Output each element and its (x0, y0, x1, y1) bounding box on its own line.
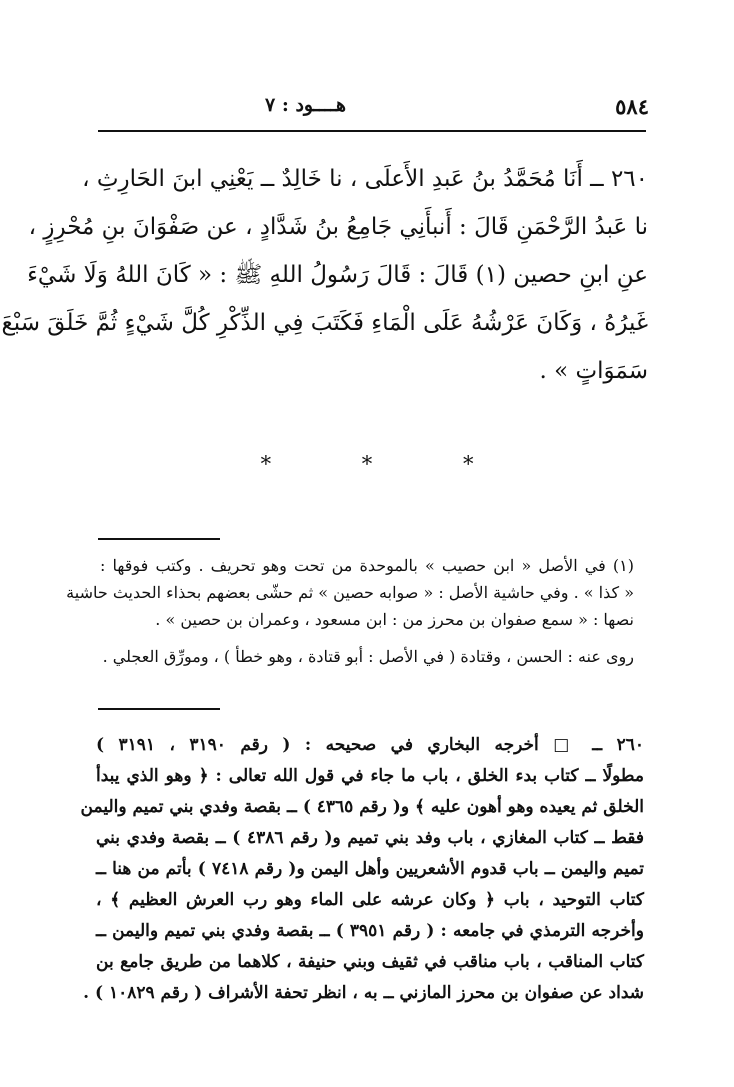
takhrij-line: تميم واليمن ــ باب قدوم الأشعريين وأهل اليمن و( رقم ٧٤١٨ ) بأتم من هنا ــ (96, 859, 645, 879)
footnote-line: نصها : « سمع صفوان بن محرز من : ابن مسعود ، وعمران بن حصين » . (155, 610, 634, 629)
takhrij-line: وأخرجه الترمذي في جامعه : ( رقم ٣٩٥١ ) ــ بقصة وفدي بني تميم واليمن ــ (96, 921, 644, 941)
hadith-line: غَيرُهُ ، وَكَانَ عَرْشُهُ عَلَى الْمَاءِ فَكَتَبَ فِي الذِّكْرِ كُلَّ شَيْءٍ ثُمَّ خَلَقَ سَبْعَ (1, 310, 648, 336)
hadith-line: نا عَبدُ الرَّحْمَنِ قَالَ : أَنبأَنِي جَامِعُ بنُ شَدَّادٍ ، عن صَفْوَانَ بنِ مُحْرِزٍ ، (28, 214, 648, 240)
hadith-line: ٢٦٠ ــ أَنَا مُحَمَّدُ بنُ عَبدِ الأَعلَى ، نا خَالِدٌ ــ يَعْنِي ابنَ الحَارِثِ ، (82, 166, 648, 192)
header-rule (98, 130, 646, 132)
takhrij-line: مطولًا ــ كتاب بدء الخلق ، باب ما جاء في قول الله تعالى : ﴿ وهو الذي يبدأ (96, 766, 644, 786)
takhrij-line: كتاب المناقب ، باب مناقب في ثقيف وبني حنيفة ، كلاهما من طريق جامع بن (96, 952, 644, 972)
asterisk: * (361, 452, 401, 476)
footnote-line: روى عنه : الحسن ، وقتادة ( في الأصل : أبو قتادة ، وهو خطأ ) ، ومورِّق العجلي . (102, 647, 634, 666)
page-number: ٥٨٤ (615, 94, 649, 119)
takhrij-line: فقط ــ كتاب المغازي ، باب وفد بني تميم و( رقم ٤٣٨٦ ) ــ بقصة وفدي بني (96, 828, 644, 848)
running-title: هــــود : ٧ (265, 94, 347, 116)
takhrij-line: الخلق ثم يعيده وهو أهون عليه ﴾ و( رقم ٤٣٦٥ ) ــ بقصة وفدي بني تميم واليمن (80, 797, 644, 817)
hadith-text (1, 155, 648, 395)
takhrij-line: ٢٦٠ ــ □ أخرجه البخاري في صحيحه : ( رقم ٣١٩٠ ، ٣١٩١ ) (96, 735, 644, 755)
asterism-separator (0, 452, 734, 476)
takhrij-line: شداد عن صفوان بن محرز المازني ــ به ، انظر تحفة الأشراف ( رقم ١٠٨٢٩ ) . (83, 983, 644, 1003)
hadith-line: سَمَوَاتٍ » . (539, 358, 648, 384)
footnotes (66, 552, 634, 670)
asterisk: * (462, 452, 502, 476)
hadith-line: عنِ ابنِ حصين (١) قَالَ : قَالَ رَسُولُ اللهِ ﷺ : « كَانَ اللهُ وَلَا شَيْءَ (27, 262, 648, 288)
takhrij-rule (98, 708, 220, 710)
footnote-rule (98, 538, 220, 540)
takhrij-section (80, 730, 645, 1009)
takhrij-line: كتاب التوحيد ، باب ﴿ وكان عرشه على الماء وهو رب العرش العظيم ﴾ ، (96, 890, 644, 910)
footnote-line: « كذا » . وفي حاشية الأصل : « صوابه حصين » ثم حشّى بعضهم بحذاء الحديث حاشية (66, 583, 634, 602)
asterisk: * (260, 452, 300, 476)
footnote-line: (١) في الأصل « ابن حصيب » بالموحدة من تحت وهو تحريف . وكتب فوقها : (100, 556, 634, 575)
footnote-gap (100, 633, 634, 643)
